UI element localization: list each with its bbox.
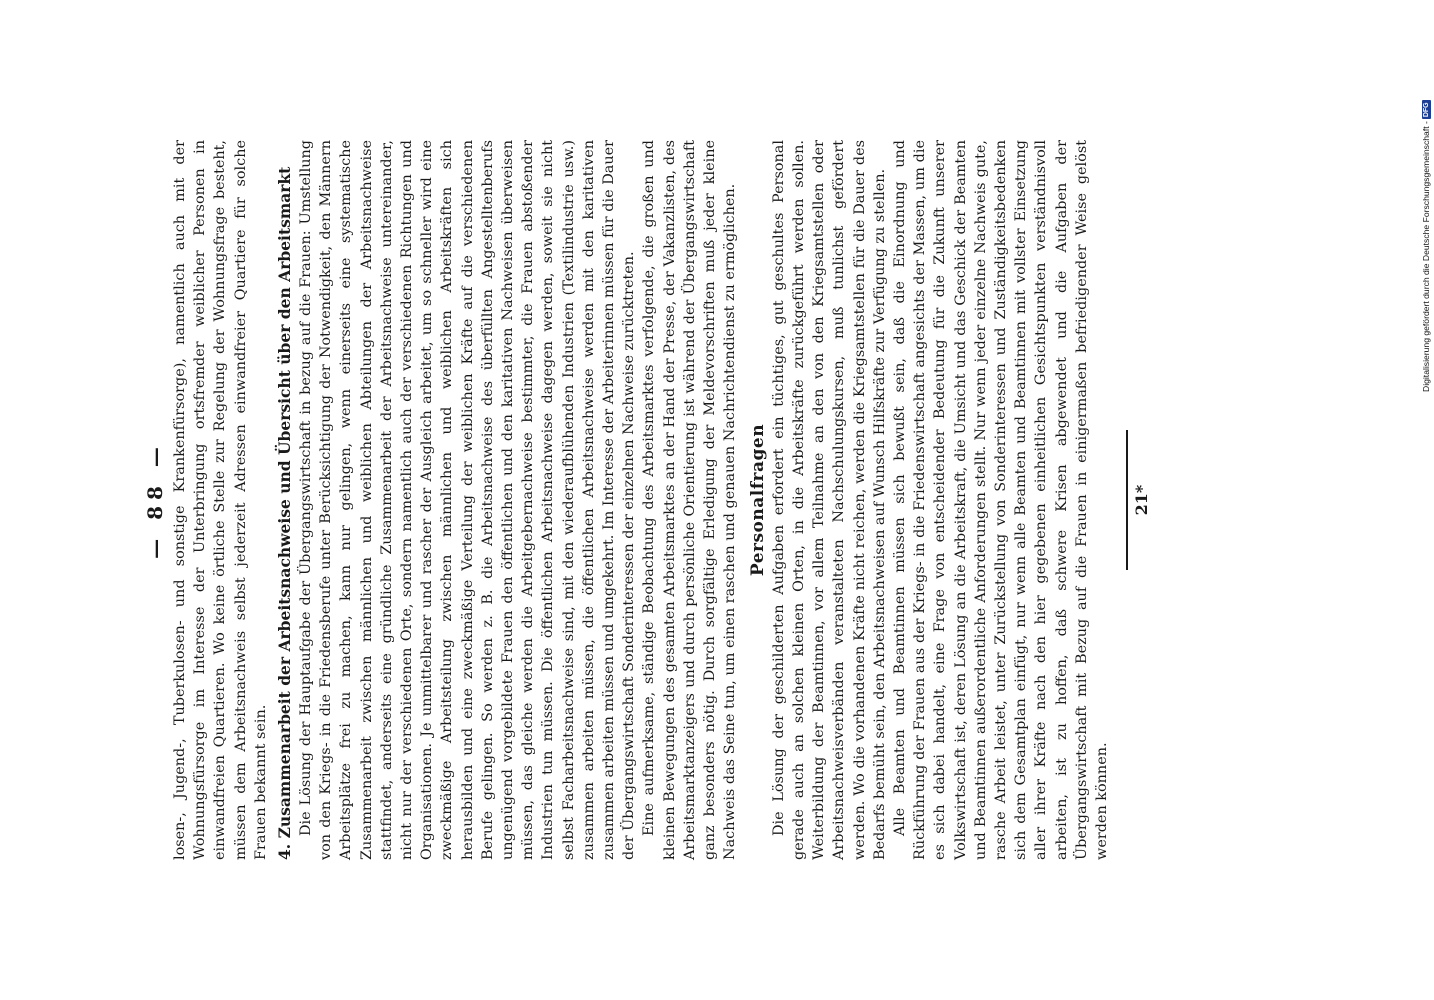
subsection-heading: Personalfragen: [748, 423, 769, 577]
paragraph-continuation: losen-, Jugend-, Tuberkulosen- und sonstige Krankenfürsorge), namentlich auch mit der Wohnungsfürsorge im Interesse der Unterbringung ortsfremder weiblicher Personen in einwandfreien Quartieren. Wo keine örtliche Stelle zur Regelung der Wohnungsfrage besteht, müssen dem Arbeitsnachweis selbst jederzeit Adressen einwandfreier Quartiere für solche Frauen bekannt sein.: [172, 140, 269, 860]
sheet-signature: 21*: [1132, 484, 1152, 516]
credit-text: Digitalisierung gefördert durch die Deutsche Forschungsgemeinschaft -: [1421, 121, 1431, 392]
personal-paragraph: Die Lösung der geschilderten Aufgaben erfordert ein tüchtiges, gut geschultes Personal gerade auch an solchen kleinen Orten, in die Arbeitskräfte zurückgeführt werden sollen. Weiterbildung der Beamtinnen, vor allem Teilnahme an den von den Kriegsamtstellen oder Arbeitsnachweisverbänden veranstalteten Nachschulungskursen, muß tunlichst gefördert werden. Wo die vorhandenen Kräfte nicht reichen, werden die Kriegsamtstellen für die Dauer des Bedarfs bemüht sein, den Arbeitsnachweisen auf Wunsch Hilfskräfte zur Verfügung zu stellen.: [770, 140, 888, 860]
page-number: — 88 —: [142, 441, 167, 559]
section-paragraph: Eine aufmerksame, ständige Beobachtung des Arbeitsmarktes verfolgende, die großen und kleinen Bewegungen des gesamten Arbeitsmarktes an der Hand der Presse, der Vakanzlisten, des Arbeitsmarktanzeigers und durch persönliche Orientierung ist während der Übergangswirtschaft ganz besonders nötig. Durch sorgfältige Erledigung der Meldevorschriften muß jeder kleine Nachweis das Seine tun, um einen raschen und genauen Nachrichtendienst zu ermöglichen.: [641, 140, 739, 860]
page-body: [140, 140, 1152, 860]
digitization-credit: [1421, 100, 1431, 392]
personal-paragraph: Alle Beamten und Beamtinnen müssen sich bewußt sein, daß die Einordnung und Rückführung der Frauen aus der Kriegs- in die Friedenswirtschaft angesichts der Massen, um die es sich dabei handelt, eine Frage von entscheidender Bedeutung für die Zukunft unserer Volkswirtschaft ist, deren Lösung an die Arbeitskraft, die Umsicht und das Geschick der Beamten und Beamtinnen außerordentliche Anforderungen stellt. Nur wenn jeder einzelne Nachweis gute, rasche Arbeit leistet, unter Zurückstellung von Sonderinteressen und Zuständigkeitsbedenken sich dem Gesamtplan einfügt, nur wenn alle Beamten und Beamtinnen mit vollster Einsetzung aller ihrer Kräfte nach den hier gegebenen einheitlichen Gesichtspunkten verständnisvoll arbeiten, ist zu hoffen, daß schwere Krisen abgewendet und die Aufgaben der Übergangswirtschaft mit Bezug auf die Frauen in einigermaßen befriedigender Weise gelöst werden können.: [891, 140, 1110, 860]
rotated-text-block: [140, 140, 1300, 860]
section-heading: 4. Zusammenarbeit der Arbeitsnachweise und Übersicht über den Arbeitsmarkt: [275, 166, 295, 860]
section-paragraph: Die Lösung der Hauptaufgabe der Übergangswirtschaft in bezug auf die Frauen: Umstellung von den Kriegs- in die Friedensberufe unter Berücksichtigung der Notwendigkeit, den Männern Arbeitsplätze frei zu machen, kann nur gelingen, wenn einerseits eine systematische Zusammenarbeit zwischen männlichen und weiblichen Abteilungen der Arbeitsnachweise stattfindet, anderseits eine gründliche Zusammenarbeit der Arbeitsnachweise untereinander, nicht nur der verschiedenen Orte, sondern namentlich auch der verschiedenen Richtungen und Organisationen. Je unmittelbarer und rascher der Ausgleich arbeitet, um so schneller wird eine zweckmäßige Arbeitsteilung zwischen männlichen und weiblichen Arbeitskräften sich herausbilden und eine zweckmäßige Verteilung der weiblichen Kräfte auf die verschiedenen Berufe gelingen. So werden z. B. die Arbeitsnachweise des überfüllten Angestelltenberufs ungenügend vorgebildete Frauen den öffentlichen und den karitativen Nachweisen überweisen müssen, das gleiche werden die Arbeitgebernachweise bestimmter, die Frauen abstoßender Industrien tun müssen. Die öffentlichen Arbeitsnachweise dagegen werden, soweit sie nicht selbst Facharbeitsnachweise sind, mit den wiederaufblühenden Industrien (Textilindustrie usw.) zusammen arbeiten müssen, die öffentlichen Arbeitsnachweise werden mit den karitativen zusammen arbeiten müssen und umgekehrt. Im Interesse der Arbeiterinnen müssen für die Dauer der Übergangswirtschaft Sonderinteressen der einzelnen Nachweise zurücktreten.: [298, 140, 638, 860]
dfg-logo: DFG: [1422, 102, 1430, 118]
closing-rule: [1126, 430, 1128, 570]
